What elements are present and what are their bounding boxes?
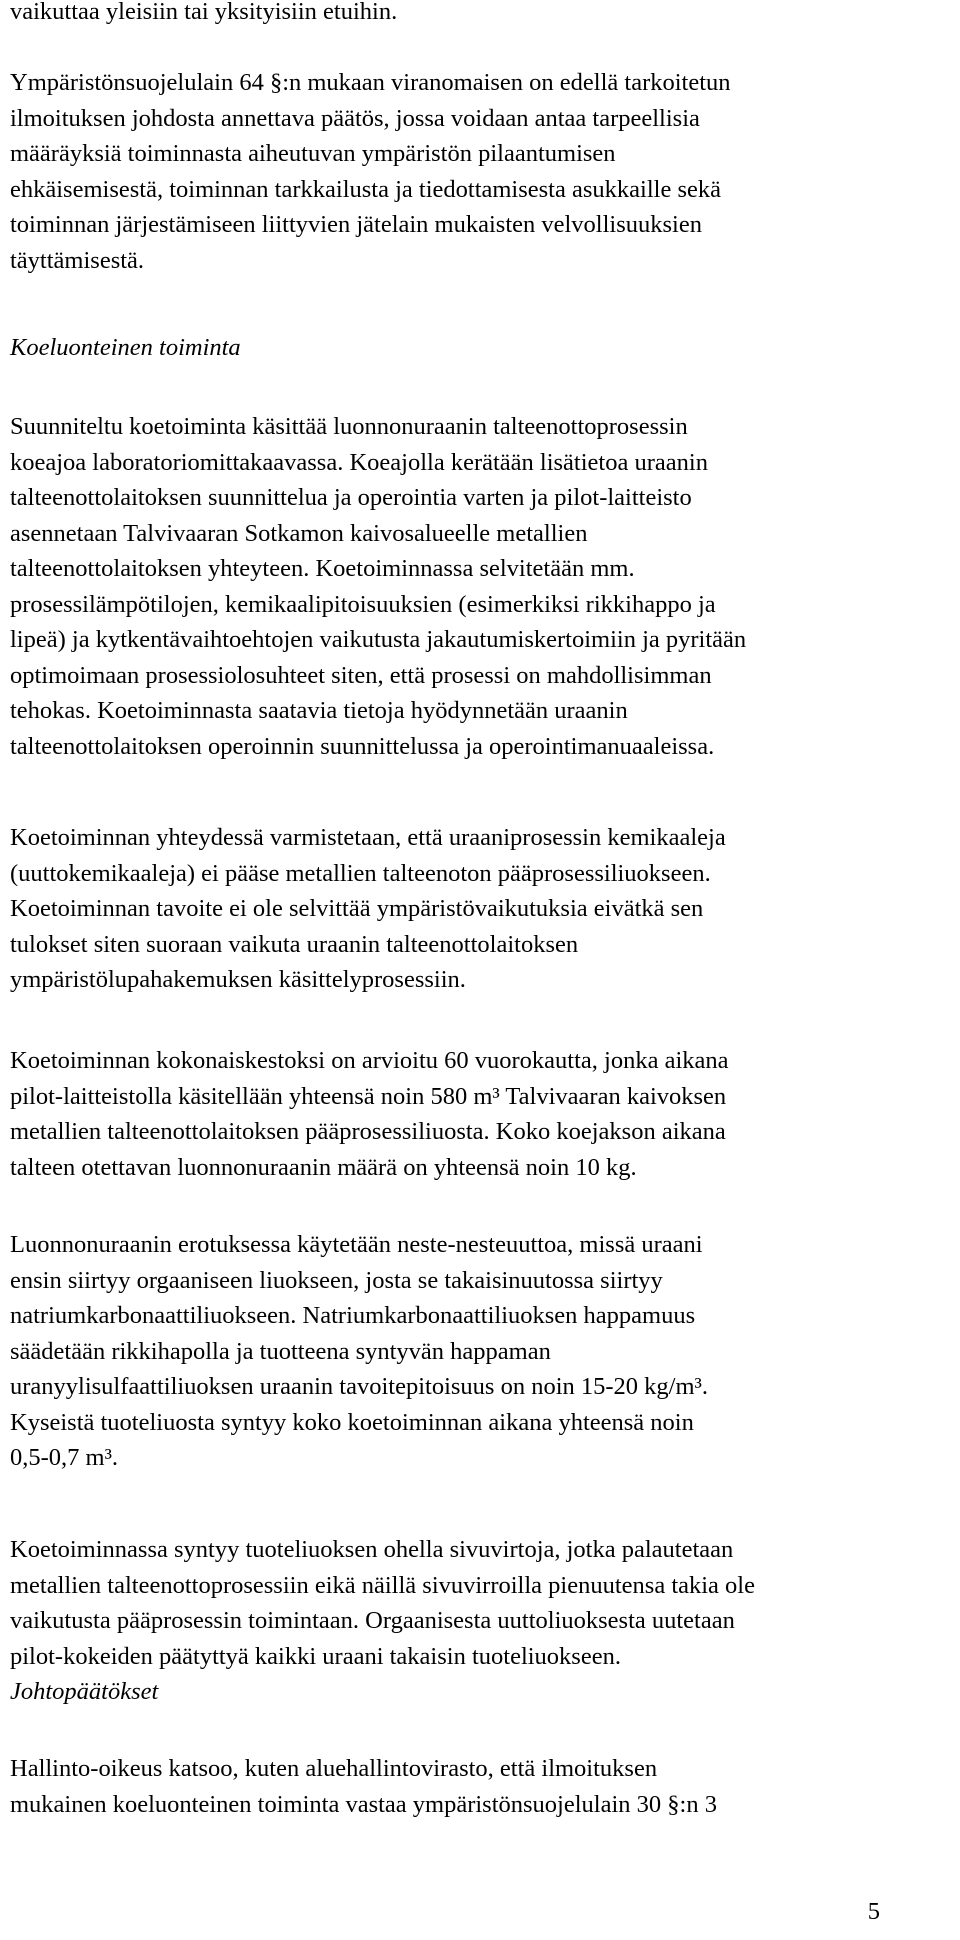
text-line: prosessilämpötilojen, kemikaalipitoisuuksien (esimerkiksi rikkihappo ja [10, 590, 716, 618]
text-line: lipeä) ja kytkentävaihtoehtojen vaikutusta jakautumiskertoimiin ja pyritään [10, 626, 747, 653]
text-line: metallien talteenottolaitoksen pääprosessiliuosta. Koko koejakson aikana [10, 1118, 726, 1145]
paragraph-extraction [10, 1227, 955, 1476]
top-fragment-text [10, 0, 955, 30]
paragraph-environmental-law [10, 65, 955, 278]
text-line: vaikuttaa yleisiin tai yksityisiin etuihin. [10, 0, 398, 25]
text-line: Koetoiminnan kokonaiskestoksi on arvioitu 60 vuorokautta, jonka aikana [10, 1047, 729, 1074]
heading-text: Johtopäätökset [10, 1678, 159, 1705]
page-number: 5 [867, 1898, 880, 1925]
text-line: talteen otettavan luonnonuraanin määrä on yhteensä noin 10 kg. [10, 1153, 637, 1181]
heading-text: Koeluonteinen toiminta [10, 334, 241, 361]
text-line: ilmoituksen johdosta annettava päätös, jossa voidaan antaa tarpeellisia [10, 104, 700, 132]
text-line: Koetoiminnassa syntyy tuoteliuoksen ohella sivuvirtoja, jotka palautetaan [10, 1536, 734, 1563]
text-line: uranyylisulfaattiliuoksen uraanin tavoitepitoisuus on noin 15-20 kg/m³. [10, 1373, 709, 1400]
text-line: Suunniteltu koetoiminta käsittää luonnonuraanin talteenottoprosessin [10, 413, 688, 440]
text-line: talteenottolaitoksen operoinnin suunnittelussa ja operointimanuaaleissa. [10, 732, 715, 760]
text-line: ympäristölupahakemuksen käsittelyprosessiin. [10, 966, 466, 993]
text-line: toiminnan järjestämiseen liittyvien jätelain mukaisten velvollisuuksien [10, 211, 702, 238]
text-line: Luonnonuraanin erotuksessa käytetään neste-nesteuuttoa, missä uraani [10, 1231, 703, 1258]
paragraph-planned-trial [10, 409, 955, 764]
text-line: natriumkarbonaattiliuokseen. Natriumkarbonaattiliuoksen happamuus [10, 1302, 696, 1329]
paragraph-side-streams [10, 1532, 955, 1674]
text-line: Koetoiminnan yhteydessä varmistetaan, että uraaniprosessin kemikaaleja [10, 824, 726, 851]
text-line: ensin siirtyy orgaaniseen liuokseen, josta se takaisinuutossa siirtyy [10, 1266, 663, 1294]
text-line: mukainen koeluonteinen toiminta vastaa ympäristönsuojelulain 30 §:n 3 [10, 1790, 717, 1818]
text-line: pilot-laitteistolla käsitellään yhteensä noin 580 m³ Talvivaaran kaivoksen [10, 1082, 727, 1110]
paragraph-duration [10, 1043, 955, 1185]
text-line: Hallinto-oikeus katsoo, kuten aluehallintovirasto, että ilmoituksen [10, 1755, 658, 1782]
section-heading-trial-operation [10, 330, 955, 366]
paragraph-court-conclusion [10, 1751, 955, 1822]
text-line: säädetään rikkihapolla ja tuotteena syntyvän happaman [10, 1337, 551, 1365]
text-line: tehokas. Koetoiminnasta saatavia tietoja hyödynnetään uraanin [10, 697, 628, 724]
text-line: talteenottolaitoksen suunnittelua ja operointia varten ja pilot-laitteisto [10, 484, 692, 511]
text-line: täyttämisestä. [10, 246, 145, 274]
text-line: määräyksiä toiminnasta aiheutuvan ympäristön pilaantumisen [10, 140, 616, 167]
text-line: pilot-kokeiden päätyttyä kaikki uraani takaisin tuoteliuokseen. [10, 1642, 621, 1670]
text-line: Koetoiminnan tavoite ei ole selvittää ympäristövaikutuksia eivätkä sen [10, 895, 704, 922]
text-line: metallien talteenottoprosessiin eikä näillä sivuvirroilla pienuutensa takia ole [10, 1571, 755, 1599]
text-line: Ympäristönsuojelulain 64 §:n mukaan viranomaisen on edellä tarkoitetun [10, 69, 731, 96]
text-line: tulokset siten suoraan vaikuta uraanin talteenottolaitoksen [10, 930, 579, 958]
text-line: koeajoa laboratoriomittakaavassa. Koeajolla kerätään lisätietoa uraanin [10, 448, 708, 476]
text-line: asennetaan Talvivaaran Sotkamon kaivosalueelle metallien [10, 519, 588, 547]
text-line: ehkäisemisestä, toiminnan tarkkailusta ja tiedottamisesta asukkaille sekä [10, 175, 721, 203]
paragraph-chemical-control [10, 820, 955, 998]
text-line: optimoimaan prosessiolosuhteet siten, että prosessi on mahdollisimman [10, 661, 712, 689]
text-line: Kyseistä tuoteliuosta syntyy koko koetoiminnan aikana yhteensä noin [10, 1408, 694, 1436]
text-line: vaikutusta pääprosessin toimintaan. Orgaanisesta uuttoliuoksesta uutetaan [10, 1607, 735, 1634]
text-line: talteenottolaitoksen yhteyteen. Koetoiminnassa selvitetään mm. [10, 555, 635, 582]
text-line: 0,5-0,7 m³. [10, 1444, 119, 1471]
text-line: (uuttokemikaaleja) ei pääse metallien talteenoton pääprosessiliuokseen. [10, 859, 711, 887]
section-heading-conclusions [10, 1674, 955, 1710]
